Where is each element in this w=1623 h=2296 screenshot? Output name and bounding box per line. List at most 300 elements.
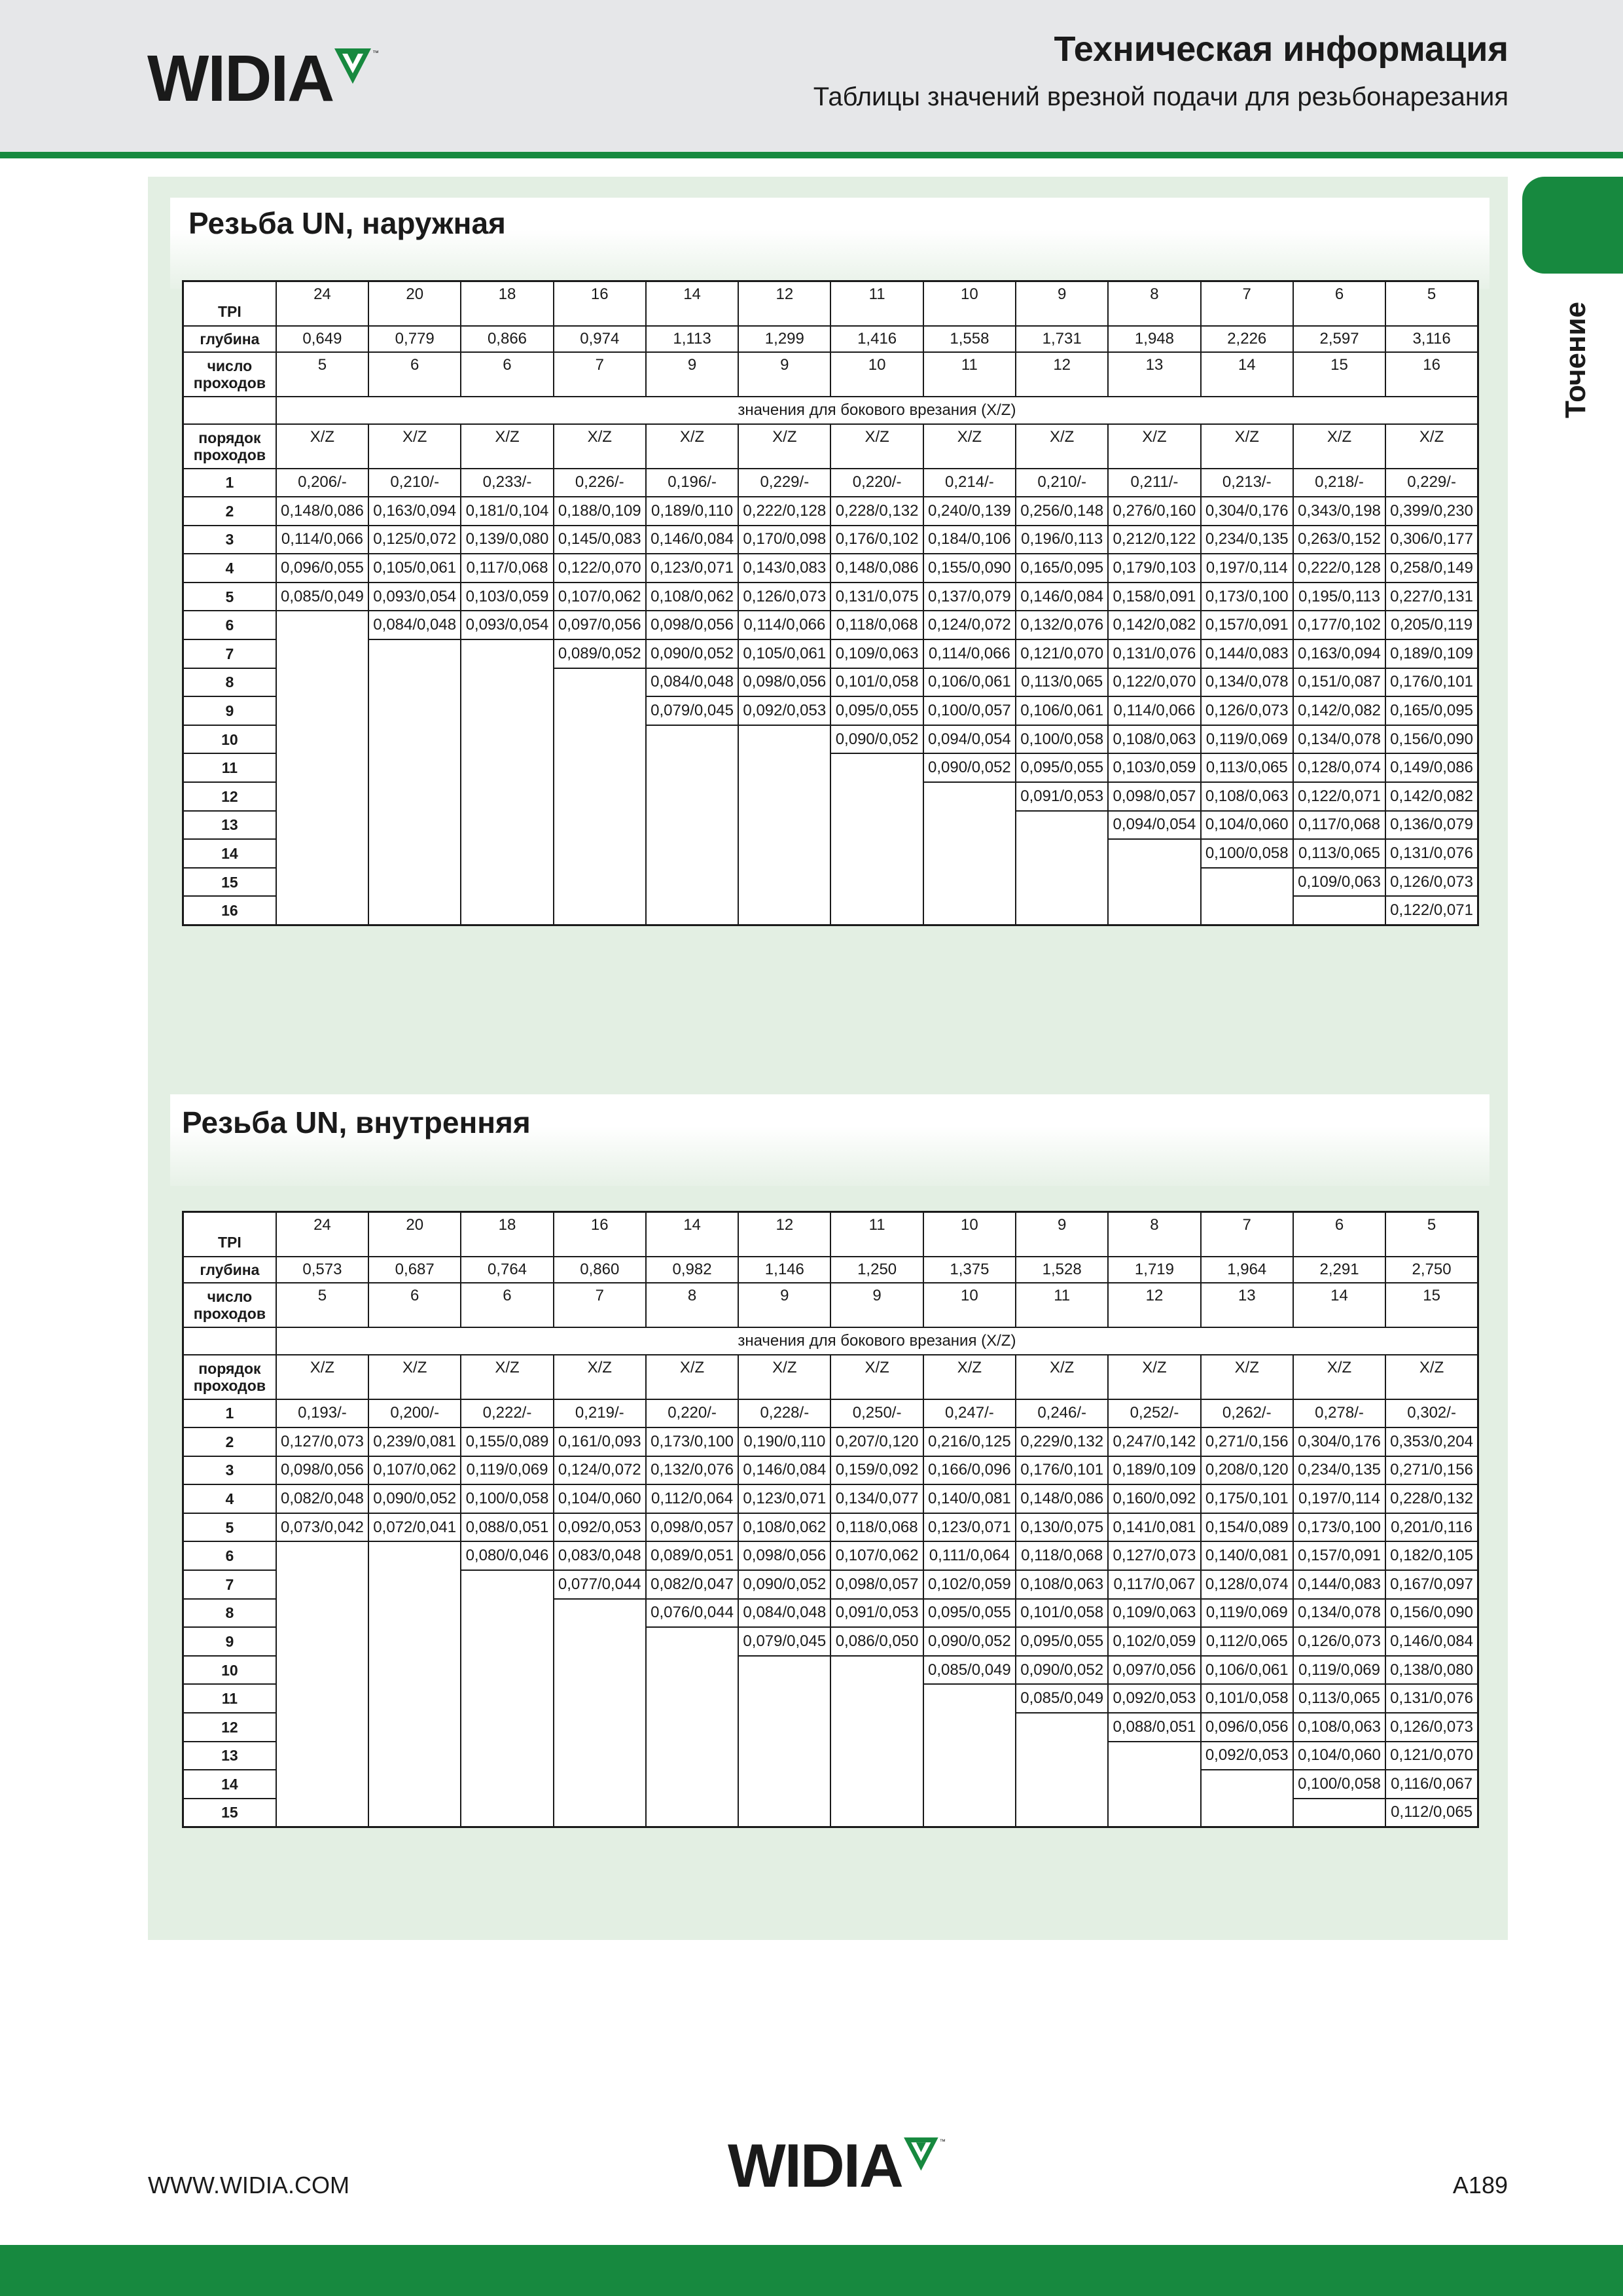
empty-cell	[276, 1713, 368, 1742]
empty-cell	[646, 868, 738, 897]
empty-cell	[923, 1770, 1016, 1799]
empty-cell	[1201, 1770, 1293, 1799]
table-row	[183, 554, 1478, 583]
passes-value: 16	[1385, 352, 1478, 397]
feed-value: 0,094/0,054	[923, 725, 1016, 754]
feed-value: 0,229/0,132	[1016, 1427, 1108, 1456]
depth-value: 0,974	[554, 326, 646, 352]
empty-cell	[461, 668, 553, 697]
pass-number: 14	[183, 1770, 276, 1799]
empty-cell	[923, 868, 1016, 897]
feed-value: 0,134/0,078	[1201, 668, 1293, 697]
tpi-value: 10	[923, 281, 1016, 326]
empty-cell	[554, 1656, 646, 1685]
feed-value: 0,220/-	[830, 469, 923, 497]
empty-cell	[461, 811, 553, 840]
pass-number: 9	[183, 1627, 276, 1656]
feed-value: 0,085/0,049	[1016, 1684, 1108, 1713]
pass-number: 10	[183, 1656, 276, 1685]
feed-value: 0,197/0,114	[1293, 1484, 1385, 1513]
tpi-value: 7	[1201, 281, 1293, 326]
pass-number: 2	[183, 1427, 276, 1456]
empty-cell	[461, 753, 553, 782]
table-row	[183, 1570, 1478, 1599]
feed-value: 0,119/0,069	[1293, 1656, 1385, 1685]
depth-value: 0,573	[276, 1257, 368, 1283]
feed-value: 0,122/0,071	[1293, 782, 1385, 811]
feed-value: 0,205/0,119	[1385, 611, 1478, 639]
empty-cell	[554, 1770, 646, 1799]
tpi-value: 8	[1108, 1212, 1200, 1257]
empty-cell	[830, 868, 923, 897]
tpi-value: 10	[923, 1212, 1016, 1257]
empty-cell	[1016, 868, 1108, 897]
feed-value: 0,100/0,058	[1016, 725, 1108, 754]
feed-value: 0,182/0,105	[1385, 1541, 1478, 1570]
passes-value: 5	[276, 1283, 368, 1327]
empty-cell	[923, 782, 1016, 811]
empty-cell	[923, 1713, 1016, 1742]
empty-cell	[830, 1799, 923, 1827]
empty-cell	[923, 1742, 1016, 1770]
feed-value: 0,123/0,071	[738, 1484, 830, 1513]
feed-value: 0,157/0,091	[1201, 611, 1293, 639]
feed-value: 0,228/0,132	[830, 497, 923, 526]
feed-value: 0,093/0,054	[368, 583, 461, 611]
svg-text:™: ™	[939, 2138, 946, 2145]
tpi-value: 6	[1293, 281, 1385, 326]
empty-cell	[554, 1599, 646, 1628]
table-row	[183, 696, 1478, 725]
empty-cell	[1108, 1799, 1200, 1827]
header-rule	[0, 152, 1623, 158]
xz-header: X/Z	[276, 424, 368, 469]
pass-number: 16	[183, 896, 276, 925]
xz-header: X/Z	[1108, 1355, 1200, 1399]
section-title-external: Резьба UN, наружная	[188, 206, 506, 240]
tpi-row	[183, 281, 1478, 326]
feed-value: 0,173/0,100	[1201, 583, 1293, 611]
feed-value: 0,399/0,230	[1385, 497, 1478, 526]
subheader-row	[183, 397, 1478, 424]
feed-value: 0,093/0,054	[461, 611, 553, 639]
feed-value: 0,188/0,109	[554, 497, 646, 526]
feed-value: 0,088/0,051	[1108, 1713, 1200, 1742]
empty-cell	[830, 1742, 923, 1770]
feed-value: 0,145/0,083	[554, 526, 646, 554]
feed-value: 0,108/0,063	[1293, 1713, 1385, 1742]
empty-cell	[461, 1713, 553, 1742]
feed-value: 0,353/0,204	[1385, 1427, 1478, 1456]
feed-value: 0,126/0,073	[1201, 696, 1293, 725]
feed-value: 0,097/0,056	[554, 611, 646, 639]
tpi-value: 7	[1201, 1212, 1293, 1257]
feed-value: 0,091/0,053	[830, 1599, 923, 1628]
xz-header: X/Z	[554, 1355, 646, 1399]
feed-value: 0,131/0,076	[1108, 639, 1200, 668]
feed-value: 0,082/0,048	[276, 1484, 368, 1513]
xz-header: X/Z	[923, 424, 1016, 469]
feed-value: 0,085/0,049	[923, 1656, 1016, 1685]
empty-cell	[276, 868, 368, 897]
feed-value: 0,098/0,057	[1108, 782, 1200, 811]
empty-cell	[646, 782, 738, 811]
feed-value: 0,142/0,082	[1108, 611, 1200, 639]
empty-cell	[368, 696, 461, 725]
table-row	[183, 1742, 1478, 1770]
empty-cell	[554, 1684, 646, 1713]
depth-value: 2,291	[1293, 1257, 1385, 1283]
feed-value: 0,200/-	[368, 1399, 461, 1428]
feed-value: 0,170/0,098	[738, 526, 830, 554]
feed-value: 0,128/0,074	[1293, 753, 1385, 782]
passes-value: 11	[923, 352, 1016, 397]
feed-value: 0,096/0,055	[276, 554, 368, 583]
feed-value: 0,239/0,081	[368, 1427, 461, 1456]
table-row	[183, 1656, 1478, 1685]
empty-cell	[554, 1742, 646, 1770]
feed-value: 0,138/0,080	[1385, 1656, 1478, 1685]
tpi-value: 18	[461, 1212, 553, 1257]
feed-value: 0,193/-	[276, 1399, 368, 1428]
passes-label: число проходов	[183, 1283, 276, 1327]
empty-cell	[738, 1742, 830, 1770]
feed-value: 0,126/0,073	[738, 583, 830, 611]
empty-cell	[368, 668, 461, 697]
table-row	[183, 1799, 1478, 1827]
feed-value: 0,098/0,057	[830, 1570, 923, 1599]
feed-value: 0,256/0,148	[1016, 497, 1108, 526]
feed-value: 0,101/0,058	[1016, 1599, 1108, 1628]
empty-cell	[461, 1770, 553, 1799]
feed-value: 0,127/0,073	[1108, 1541, 1200, 1570]
table-row	[183, 811, 1478, 840]
feed-value: 0,189/0,109	[1108, 1456, 1200, 1485]
feed-value: 0,146/0,084	[738, 1456, 830, 1485]
feed-value: 0,107/0,062	[830, 1541, 923, 1570]
tpi-value: 11	[830, 1212, 923, 1257]
tpi-value: 11	[830, 281, 923, 326]
empty-cell	[1201, 868, 1293, 897]
pass-number: 11	[183, 1684, 276, 1713]
feed-value: 0,090/0,052	[1016, 1656, 1108, 1685]
tpi-value: 24	[276, 1212, 368, 1257]
empty-cell	[1016, 839, 1108, 868]
passes-value: 9	[646, 352, 738, 397]
xz-header: X/Z	[554, 424, 646, 469]
tpi-value: 12	[738, 281, 830, 326]
empty-cell	[646, 1656, 738, 1685]
feed-value: 0,113/0,065	[1201, 753, 1293, 782]
footer-logo	[728, 2131, 947, 2200]
empty-cell	[923, 839, 1016, 868]
feed-value: 0,148/0,086	[1016, 1484, 1108, 1513]
empty-cell	[554, 811, 646, 840]
empty-cell	[368, 753, 461, 782]
passes-value: 6	[461, 1283, 553, 1327]
feed-value: 0,155/0,090	[923, 554, 1016, 583]
feed-value: 0,137/0,079	[923, 583, 1016, 611]
empty-cell	[1108, 1742, 1200, 1770]
empty-cell	[646, 1770, 738, 1799]
footer-url: WWW.WIDIA.COM	[148, 2172, 349, 2198]
feed-value: 0,113/0,065	[1293, 839, 1385, 868]
depth-row	[183, 326, 1478, 352]
pass-number: 4	[183, 554, 276, 583]
feed-value: 0,229/-	[1385, 469, 1478, 497]
feed-value: 0,143/0,083	[738, 554, 830, 583]
tpi-value: 6	[1293, 1212, 1385, 1257]
passes-value: 15	[1293, 352, 1385, 397]
empty-cell	[1108, 839, 1200, 868]
order-row	[183, 424, 1478, 469]
xz-header: X/Z	[923, 1355, 1016, 1399]
feed-value: 0,213/-	[1201, 469, 1293, 497]
xz-header: X/Z	[461, 424, 553, 469]
empty-cell	[276, 1799, 368, 1827]
depth-value: 0,982	[646, 1257, 738, 1283]
feed-value: 0,109/0,063	[830, 639, 923, 668]
passes-value: 7	[554, 1283, 646, 1327]
feed-value: 0,151/0,087	[1293, 668, 1385, 697]
empty-cell	[554, 868, 646, 897]
empty-cell	[368, 1599, 461, 1628]
feed-value: 0,103/0,059	[1108, 753, 1200, 782]
empty-cell	[554, 896, 646, 925]
xz-header: X/Z	[1108, 424, 1200, 469]
empty-cell	[276, 611, 368, 639]
feed-value: 0,234/0,135	[1201, 526, 1293, 554]
empty-cell	[646, 839, 738, 868]
empty-cell	[276, 1770, 368, 1799]
depth-value: 0,866	[461, 326, 553, 352]
xz-header: X/Z	[830, 424, 923, 469]
feed-value: 0,263/0,152	[1293, 526, 1385, 554]
feed-value: 0,104/0,060	[1293, 1742, 1385, 1770]
passes-value: 10	[830, 352, 923, 397]
feed-value: 0,072/0,041	[368, 1513, 461, 1542]
brand-logo-text: WIDIA	[147, 42, 334, 115]
feed-value: 0,233/-	[461, 469, 553, 497]
empty-cell	[461, 1570, 553, 1599]
feed-value: 0,108/0,062	[738, 1513, 830, 1542]
empty-cell	[276, 782, 368, 811]
feed-value: 0,117/0,068	[1293, 811, 1385, 840]
empty-cell	[646, 753, 738, 782]
empty-cell	[830, 1713, 923, 1742]
xz-header: X/Z	[1016, 1355, 1108, 1399]
feed-value: 0,155/0,089	[461, 1427, 553, 1456]
pass-number: 4	[183, 1484, 276, 1513]
tpi-value: 8	[1108, 281, 1200, 326]
xz-header: X/Z	[738, 424, 830, 469]
empty-cell	[646, 1627, 738, 1656]
xz-header: X/Z	[738, 1355, 830, 1399]
feed-value: 0,196/0,113	[1016, 526, 1108, 554]
feed-value: 0,095/0,055	[1016, 753, 1108, 782]
empty-cell	[830, 896, 923, 925]
empty-cell	[1016, 1799, 1108, 1827]
feed-value: 0,141/0,081	[1108, 1513, 1200, 1542]
footer-bar	[0, 2245, 1623, 2296]
feed-value: 0,165/0,095	[1016, 554, 1108, 583]
feed-value: 0,276/0,160	[1108, 497, 1200, 526]
feed-value: 0,247/0,142	[1108, 1427, 1200, 1456]
empty-cell	[738, 1684, 830, 1713]
feed-value: 0,201/0,116	[1385, 1513, 1478, 1542]
pass-number: 9	[183, 696, 276, 725]
empty-cell	[368, 782, 461, 811]
feed-value: 0,189/0,109	[1385, 639, 1478, 668]
empty-cell	[368, 1770, 461, 1799]
passes-value: 12	[1108, 1283, 1200, 1327]
empty-cell	[554, 696, 646, 725]
feed-value: 0,118/0,068	[830, 1513, 923, 1542]
tpi-label: TPI	[183, 281, 276, 326]
passes-row	[183, 352, 1478, 397]
feed-value: 0,114/0,066	[1108, 696, 1200, 725]
passes-value: 5	[276, 352, 368, 397]
empty-cell	[461, 725, 553, 754]
feed-value: 0,111/0,064	[923, 1541, 1016, 1570]
feed-value: 0,130/0,075	[1016, 1513, 1108, 1542]
feed-value: 0,154/0,089	[1201, 1513, 1293, 1542]
feed-value: 0,084/0,048	[368, 611, 461, 639]
empty-cell	[923, 896, 1016, 925]
empty-cell	[276, 1684, 368, 1713]
depth-value: 1,416	[830, 326, 923, 352]
depth-value: 2,226	[1201, 326, 1293, 352]
empty-cell	[646, 1742, 738, 1770]
feed-value: 0,197/0,114	[1201, 554, 1293, 583]
feed-value: 0,104/0,060	[554, 1484, 646, 1513]
pass-number: 10	[183, 725, 276, 754]
feed-value: 0,090/0,052	[923, 1627, 1016, 1656]
empty-cell	[276, 1627, 368, 1656]
empty-cell	[1016, 1742, 1108, 1770]
feed-value: 0,271/0,156	[1385, 1456, 1478, 1485]
feed-value: 0,116/0,067	[1385, 1770, 1478, 1799]
empty-cell	[646, 725, 738, 754]
table-row	[183, 583, 1478, 611]
feed-value: 0,131/0,075	[830, 583, 923, 611]
feed-value: 0,148/0,086	[830, 554, 923, 583]
feed-value: 0,157/0,091	[1293, 1541, 1385, 1570]
pass-number: 7	[183, 639, 276, 668]
feed-value: 0,096/0,056	[1201, 1713, 1293, 1742]
pass-number: 13	[183, 811, 276, 840]
table-row	[183, 668, 1478, 697]
empty-cell	[368, 839, 461, 868]
feed-value: 0,114/0,066	[923, 639, 1016, 668]
empty-cell	[738, 1799, 830, 1827]
empty-cell	[461, 782, 553, 811]
empty-cell	[1201, 1799, 1293, 1827]
feed-value: 0,166/0,096	[923, 1456, 1016, 1485]
xz-header: X/Z	[1201, 1355, 1293, 1399]
feed-value: 0,227/0,131	[1385, 583, 1478, 611]
feed-value: 0,132/0,076	[646, 1456, 738, 1485]
pass-number: 15	[183, 868, 276, 897]
tpi-label: TPI	[183, 1212, 276, 1257]
section-tab-label: Точение	[1560, 302, 1592, 418]
table-row	[183, 611, 1478, 639]
passes-value: 9	[738, 1283, 830, 1327]
empty-cell	[276, 1570, 368, 1599]
feed-value: 0,216/0,125	[923, 1427, 1016, 1456]
feed-value: 0,240/0,139	[923, 497, 1016, 526]
empty-cell	[461, 639, 553, 668]
feed-value: 0,158/0,091	[1108, 583, 1200, 611]
feed-value: 0,089/0,051	[646, 1541, 738, 1570]
table-row	[183, 1599, 1478, 1628]
feed-value: 0,304/0,176	[1293, 1427, 1385, 1456]
empty-cell	[368, 1799, 461, 1827]
empty-cell	[738, 753, 830, 782]
feed-value: 0,220/-	[646, 1399, 738, 1428]
xz-header: X/Z	[1201, 424, 1293, 469]
feed-value: 0,117/0,068	[461, 554, 553, 583]
table-row	[183, 896, 1478, 925]
empty-cell	[830, 1684, 923, 1713]
feed-value: 0,142/0,082	[1293, 696, 1385, 725]
depth-value: 1,375	[923, 1257, 1016, 1283]
subheader-spacer	[183, 397, 276, 424]
feed-value: 0,222/0,128	[1293, 554, 1385, 583]
feed-value: 0,146/0,084	[1385, 1627, 1478, 1656]
empty-cell	[554, 668, 646, 697]
passes-value: 6	[461, 352, 553, 397]
widia-logo-icon	[902, 2135, 947, 2176]
passes-value: 14	[1201, 352, 1293, 397]
empty-cell	[554, 1713, 646, 1742]
table-row	[183, 1684, 1478, 1713]
feed-value: 0,107/0,062	[554, 583, 646, 611]
feed-value: 0,103/0,059	[461, 583, 553, 611]
feed-value: 0,189/0,110	[646, 497, 738, 526]
feed-value: 0,118/0,068	[830, 611, 923, 639]
subheader-label: значения для бокового врезания (X/Z)	[276, 397, 1478, 424]
depth-value: 1,250	[830, 1257, 923, 1283]
feed-value: 0,098/0,056	[738, 1541, 830, 1570]
feed-value: 0,229/-	[738, 469, 830, 497]
feed-value: 0,122/0,070	[1108, 668, 1200, 697]
feed-value: 0,131/0,076	[1385, 1684, 1478, 1713]
pass-number: 8	[183, 1599, 276, 1628]
depth-value: 3,116	[1385, 326, 1478, 352]
feed-value: 0,140/0,081	[923, 1484, 1016, 1513]
table-row	[183, 1484, 1478, 1513]
feed-value: 0,125/0,072	[368, 526, 461, 554]
empty-cell	[461, 1684, 553, 1713]
table-row	[183, 1541, 1478, 1570]
empty-cell	[1293, 896, 1385, 925]
xz-header: X/Z	[830, 1355, 923, 1399]
tpi-value: 9	[1016, 1212, 1108, 1257]
feed-value: 0,106/0,061	[923, 668, 1016, 697]
feed-value: 0,122/0,071	[1385, 896, 1478, 925]
table-row	[183, 1627, 1478, 1656]
pass-number: 7	[183, 1570, 276, 1599]
feed-value: 0,144/0,083	[1201, 639, 1293, 668]
empty-cell	[646, 1799, 738, 1827]
feed-value: 0,100/0,058	[1293, 1770, 1385, 1799]
feed-value: 0,181/0,104	[461, 497, 553, 526]
svg-text:™: ™	[372, 50, 380, 57]
feed-value: 0,112/0,065	[1201, 1627, 1293, 1656]
feed-value: 0,165/0,095	[1385, 696, 1478, 725]
feed-value: 0,092/0,053	[1201, 1742, 1293, 1770]
